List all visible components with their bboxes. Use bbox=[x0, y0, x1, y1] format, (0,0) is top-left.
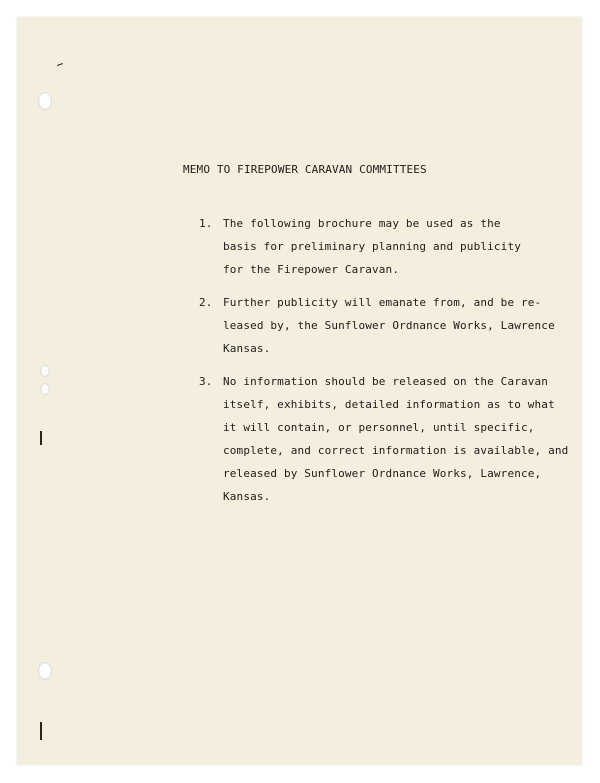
item-line: for the Firepower Caravan. bbox=[223, 263, 400, 276]
item-line: released by Sunflower Ordnance Works, Lawrence, bbox=[223, 467, 542, 480]
item-line: Kansas. bbox=[223, 490, 271, 503]
item-number: 2. bbox=[199, 296, 213, 309]
memo-item-2 bbox=[199, 291, 555, 360]
item-line: The following brochure may be used as the bbox=[223, 217, 501, 230]
item-text bbox=[223, 370, 568, 508]
item-line: leased by, the Sunflower Ordnance Works, Lawrence bbox=[223, 319, 555, 332]
item-number: 1. bbox=[199, 217, 213, 230]
memo-title: MEMO TO FIREPOWER CARAVAN COMMITTEES bbox=[183, 163, 427, 176]
paper-page bbox=[17, 17, 582, 765]
item-text bbox=[223, 291, 555, 360]
item-line: Kansas. bbox=[223, 342, 271, 355]
item-line: complete, and correct information is available, and bbox=[223, 444, 569, 457]
memo-body bbox=[17, 17, 582, 765]
memo-item-1 bbox=[199, 212, 539, 281]
memo-item-3 bbox=[199, 370, 569, 508]
item-text bbox=[223, 212, 539, 281]
item-number: 3. bbox=[199, 375, 213, 388]
memo-items bbox=[199, 212, 569, 518]
item-line: Further publicity will emanate from, and be re- bbox=[223, 296, 542, 309]
item-line: itself, exhibits, detailed information as to what bbox=[223, 398, 555, 411]
item-line: basis for preliminary planning and publicity bbox=[223, 240, 521, 253]
item-line: No information should be released on the Caravan bbox=[223, 375, 549, 388]
item-line: it will contain, or personnel, until specific, bbox=[223, 421, 535, 434]
